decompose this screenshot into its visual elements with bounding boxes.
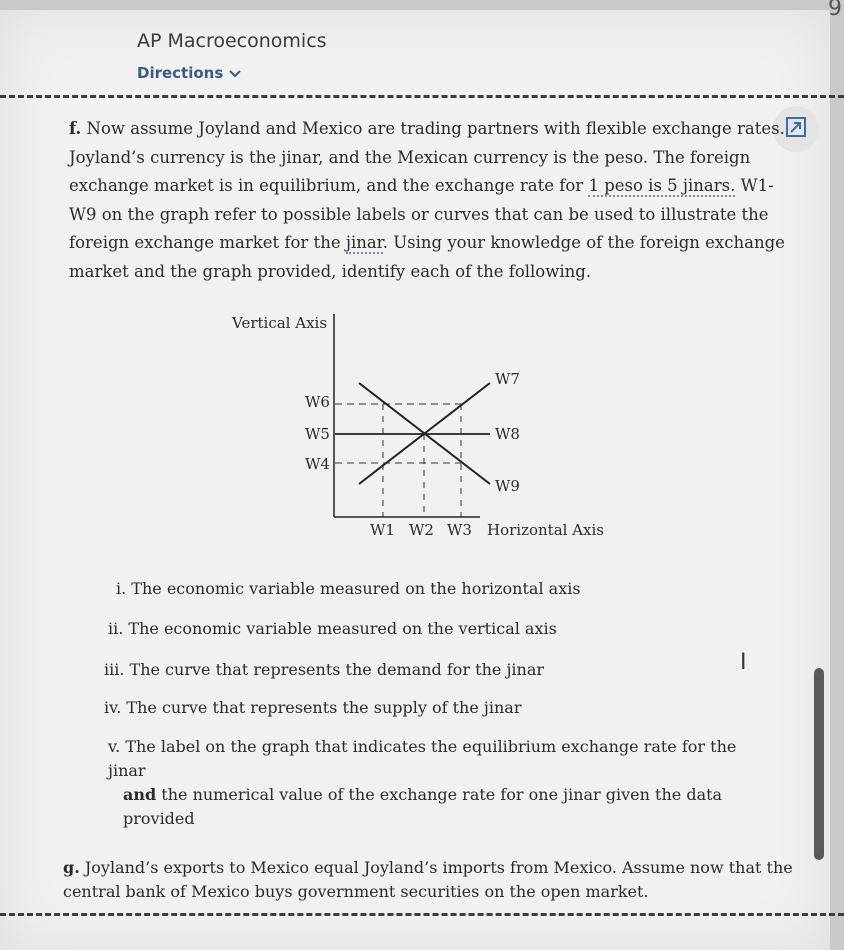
page-number: 9	[828, 0, 842, 21]
sub-question-iii: iii. The curve that represents the demand for the jinar	[104, 660, 545, 679]
w6-label: W6	[305, 393, 330, 411]
sub-question-ii: ii. The economic variable measured on the vertical axis	[108, 619, 557, 638]
sub-question-iv: iv. The curve that represents the supply of the jinar	[104, 698, 522, 717]
directions-label: Directions	[137, 64, 224, 82]
w9-label: W9	[495, 477, 520, 495]
glossary-link-exchange-rate[interactable]: 1 peso is 5 jinars.	[588, 176, 736, 195]
sub-question-v-continuation	[108, 783, 778, 831]
w2-label: W2	[409, 521, 434, 539]
footer-divider	[0, 913, 844, 919]
chevron-down-icon	[229, 66, 241, 82]
question-g-text: Joyland’s exports to Mexico equal Joyland’s imports from Mexico. Assume now that the central bank of Mexico buys government securities on the open market.	[63, 858, 793, 901]
w3-label: W3	[447, 521, 472, 539]
sub-question-v-line-1: v. The label on the graph that indicates the equilibrium exchange rate for the jinar	[108, 737, 737, 780]
question-f-text-2: W1-W9 on the graph refer to possible labels or curves that can be used to illustrate the foreign exchange market for the	[69, 176, 774, 252]
w8-label: W8	[495, 425, 520, 443]
sub-question-v-line-2: the numerical value of the exchange rate for one jinar given the data provided	[123, 785, 723, 828]
scrollbar-thumb[interactable]	[814, 668, 824, 860]
sub-question-v-bold: and	[123, 785, 157, 804]
question-f-text-3: . Using your knowledge of the foreign exchange market and the graph provided, identify each of the following.	[69, 233, 785, 281]
question-f	[69, 115, 799, 286]
sub-question-i: i. The economic variable measured on the horizontal axis	[116, 579, 581, 598]
directions-toggle[interactable]	[137, 64, 241, 82]
horizontal-axis-label: Horizontal Axis	[487, 521, 604, 539]
text-cursor-icon: I	[740, 650, 747, 675]
question-f-label: f.	[69, 119, 82, 138]
glossary-link-jinar[interactable]: jinar	[345, 233, 383, 252]
course-title: AP Macroeconomics	[137, 30, 327, 52]
header-divider	[0, 95, 844, 101]
w5-label: W5	[305, 425, 330, 443]
question-g	[63, 856, 803, 904]
w4-label: W4	[305, 455, 330, 473]
w1-label: W1	[370, 521, 395, 539]
question-g-label: g.	[63, 858, 80, 877]
sub-question-v	[108, 735, 778, 831]
question-f-text-1: Now assume Joyland and Mexico are trading partners with flexible exchange rates. Joyland’s currency is the jinar, and the Mexican currency is the peso. The foreign exchange market is in equilibrium, and the exchange rate for	[69, 119, 785, 195]
w7-label: W7	[495, 370, 520, 388]
foreign-exchange-graph	[228, 306, 628, 546]
vertical-axis-label: Vertical Axis	[232, 314, 328, 332]
